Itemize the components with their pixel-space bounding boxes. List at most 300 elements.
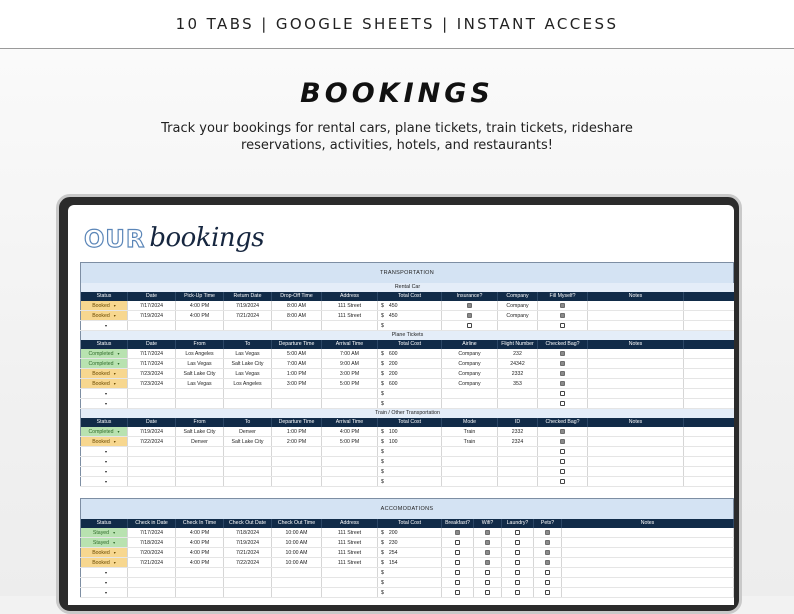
checkbox[interactable] [560,351,565,356]
checkbox-cell [442,301,498,310]
table-cell: Company [498,301,538,310]
column-header: Status [80,519,128,528]
chevron-down-icon: ▾ [104,391,107,396]
dollar-sign: $ [381,530,384,536]
cost-value: 200 [388,371,398,377]
table-cell: Company [442,349,498,358]
table-cell: 5:00 AM [272,349,322,358]
checkbox-cell [538,389,588,398]
table-cell: Las Vegas [224,369,272,378]
cost-value: 154 [388,560,398,566]
checkbox[interactable] [560,361,565,366]
table-cell: 7/22/2024 [224,558,272,567]
checkbox-cell [538,477,588,486]
checkbox[interactable] [515,590,520,595]
chevron-down-icon: ▾ [117,429,120,434]
column-header: Breakfast? [442,519,474,528]
status-label: Completed [88,351,114,357]
table-cell: Denver [224,427,272,436]
status-dropdown[interactable] [80,389,128,398]
table-cell: 7/21/2024 [128,558,176,567]
checkbox[interactable] [515,570,520,575]
table-cell [128,457,176,466]
status-dropdown[interactable] [80,568,128,577]
chevron-down-icon: ▾ [104,323,107,328]
table-cell: Los Angeles [224,379,272,388]
table-cell: 2324 [498,437,538,446]
column-header: Date [128,418,176,427]
cost-value: 450 [388,313,398,319]
table-cell [588,399,684,408]
status-label: Booked [92,439,110,445]
cost-value: 200 [388,530,398,536]
chevron-down-icon: ▾ [113,371,116,376]
checkbox[interactable] [455,540,460,545]
checkbox[interactable] [545,540,550,545]
table-cell [224,477,272,486]
status-badge [81,447,127,456]
section-title: ACCOMODATIONS [80,498,734,519]
checkbox-cell [442,558,474,567]
table-cell [378,568,442,577]
checkbox[interactable] [455,570,460,575]
column-header: From [176,340,224,349]
checkbox[interactable] [560,323,565,328]
table-cell [378,369,442,378]
column-header: Notes [588,418,684,427]
checkbox[interactable] [545,570,550,575]
dollar-sign: $ [381,590,384,596]
checkbox[interactable] [467,323,472,328]
column-header: Laundry? [502,519,534,528]
checkbox[interactable] [485,560,490,565]
table-cell: 10:00 AM [272,528,322,537]
column-header: To [224,418,272,427]
table-cell [498,477,538,486]
checkbox[interactable] [560,313,565,318]
checkbox[interactable] [485,540,490,545]
status-dropdown[interactable] [80,477,128,486]
table-cell [588,467,684,476]
checkbox[interactable] [545,550,550,555]
status-dropdown[interactable] [80,427,128,436]
checkbox[interactable] [455,550,460,555]
checkbox[interactable] [560,479,565,484]
table-cell [588,321,684,330]
table-cell: Company [442,369,498,378]
table-cell: 10:00 AM [272,548,322,557]
table-cell: 353 [498,379,538,388]
status-badge [81,359,127,368]
table-cell: Las Vegas [176,379,224,388]
table-cell: 2332 [498,369,538,378]
checkbox-cell [474,538,502,547]
table-cell [176,477,224,486]
table-cell: Salt Lake City [176,369,224,378]
checkbox[interactable] [515,540,520,545]
cost-value: 600 [388,351,398,357]
table-cell [224,457,272,466]
status-dropdown[interactable] [80,437,128,446]
table-cell [378,321,442,330]
table-cell [588,349,684,358]
status-badge [81,538,127,547]
status-label: Completed [88,429,114,435]
status-badge [81,528,127,537]
table-cell [442,447,498,456]
dollar-sign: $ [381,570,384,576]
column-header: Checked Bag? [538,340,588,349]
checkbox[interactable] [485,570,490,575]
table-cell [378,427,442,436]
dollar-sign: $ [381,550,384,556]
status-badge [81,568,127,577]
checkbox[interactable] [467,303,472,308]
table-cell: Los Angeles [176,349,224,358]
table-cell [272,447,322,456]
column-header: Notes [588,292,684,301]
checkbox-cell [534,578,562,587]
column-header: Drop-Off Time [272,292,322,301]
column-header: Pick-Up Time [176,292,224,301]
table-row [80,311,734,321]
table-cell: 7/17/2024 [128,528,176,537]
checkbox-cell [538,349,588,358]
column-header: Check In Time [176,519,224,528]
table-cell [176,447,224,456]
column-header: Address [322,519,378,528]
chevron-down-icon: ▾ [104,469,107,474]
status-dropdown[interactable] [80,311,128,320]
table-cell: 1:00 PM [272,427,322,436]
chevron-down-icon: ▾ [104,570,107,575]
table-row [80,477,734,487]
checkbox-cell [538,379,588,388]
table-cell [176,321,224,330]
table-cell [128,447,176,456]
cost-value: 200 [388,361,398,367]
checkbox-cell [538,359,588,368]
checkbox-cell [538,399,588,408]
checkbox-cell [534,568,562,577]
table-row [80,578,734,588]
column-header: Insurance? [442,292,498,301]
table-cell [498,399,538,408]
table-cell: 7/21/2024 [224,548,272,557]
checkbox[interactable] [560,391,565,396]
chevron-down-icon: ▾ [113,550,116,555]
status-label: Booked [92,371,110,377]
table-cell [442,399,498,408]
dollar-sign: $ [381,351,384,357]
chevron-down-icon: ▾ [104,580,107,585]
checkbox-cell [538,467,588,476]
status-badge [81,558,127,567]
column-header: From [176,418,224,427]
top-banner-text: 10 TABS | GOOGLE SHEETS | INSTANT ACCESS [175,15,619,33]
checkbox-cell [534,558,562,567]
status-label: Booked [92,381,110,387]
chevron-down-icon: ▾ [113,530,116,535]
checkbox[interactable] [515,560,520,565]
table-cell: 111 Street [322,548,378,557]
column-header: Address [322,292,378,301]
table-row [80,437,734,447]
checkbox[interactable] [560,439,565,444]
table-cell: 7/19/2024 [128,427,176,436]
table-cell [498,321,538,330]
table-row [80,548,734,558]
status-badge [81,427,127,436]
table-cell [588,427,684,436]
checkbox[interactable] [515,580,520,585]
status-badge [81,379,127,388]
dollar-sign: $ [381,459,384,465]
table-cell [588,359,684,368]
table-cell [128,568,176,577]
subsection-title: Rental Car [80,283,734,292]
checkbox[interactable] [515,530,520,535]
cost-value: 450 [388,303,398,309]
table-cell: Salt Lake City [176,427,224,436]
checkbox[interactable] [560,459,565,464]
table-cell [224,321,272,330]
dollar-sign: $ [381,540,384,546]
checkbox[interactable] [485,550,490,555]
checkbox-cell [474,568,502,577]
column-header: Company [498,292,538,301]
checkbox-cell [538,447,588,456]
table-cell: 4:00 PM [176,301,224,310]
table-cell [378,477,442,486]
table-cell: 4:00 PM [176,538,224,547]
chevron-down-icon: ▾ [104,479,107,484]
table-cell [378,389,442,398]
chevron-down-icon: ▾ [113,560,116,565]
table-cell [128,399,176,408]
table-cell [224,389,272,398]
status-dropdown[interactable] [80,538,128,547]
table-cell: 7:00 AM [322,349,378,358]
table-cell: 7/20/2024 [128,548,176,557]
table-cell [378,528,442,537]
bookings-sheet [80,262,734,598]
checkbox[interactable] [545,530,550,535]
table-cell: 111 Street [322,538,378,547]
table-cell [498,447,538,456]
table-cell: 7/21/2024 [224,311,272,320]
checkbox[interactable] [560,449,565,454]
table-cell: Train [442,437,498,446]
status-dropdown[interactable] [80,578,128,587]
table-row [80,588,734,598]
table-cell [378,437,442,446]
table-cell [378,311,442,320]
dollar-sign: $ [381,391,384,397]
status-dropdown[interactable] [80,447,128,456]
dollar-sign: $ [381,313,384,319]
status-badge [81,437,127,446]
chevron-down-icon: ▾ [104,459,107,464]
table-header-row [80,418,734,427]
table-cell: 5:00 PM [322,379,378,388]
status-dropdown[interactable] [80,321,128,330]
table-cell [224,578,272,587]
table-cell [176,389,224,398]
table-cell [588,477,684,486]
table-cell [176,578,224,587]
table-cell: 111 Street [322,301,378,310]
table-cell: 24342 [498,359,538,368]
checkbox[interactable] [485,590,490,595]
table-cell: 7/22/2024 [128,437,176,446]
status-label: Booked [92,303,110,309]
table-cell: 232 [498,349,538,358]
cost-value: 230 [388,540,398,546]
table-cell: 4:00 PM [176,311,224,320]
column-header: Arrival Time [322,340,378,349]
table-cell: 7/19/2024 [224,538,272,547]
table-header-row [80,292,734,301]
table-cell: 3:00 PM [272,379,322,388]
column-header: Total Cost [378,340,442,349]
checkbox[interactable] [560,371,565,376]
chevron-down-icon: ▾ [113,303,116,308]
cost-value: 254 [388,550,398,556]
status-badge [81,399,127,408]
checkbox[interactable] [545,590,550,595]
table-row [80,321,734,331]
checkbox-cell [538,369,588,378]
table-cell [378,447,442,456]
checkbox[interactable] [455,580,460,585]
status-dropdown[interactable] [80,349,128,358]
checkbox-cell [502,578,534,587]
table-row [80,389,734,399]
status-dropdown[interactable] [80,457,128,466]
checkbox[interactable] [545,580,550,585]
checkbox[interactable] [455,560,460,565]
checkbox[interactable] [515,550,520,555]
table-cell: 7:00 AM [272,359,322,368]
status-dropdown[interactable] [80,399,128,408]
column-header: Wifi? [474,519,502,528]
table-cell [442,477,498,486]
table-cell: Salt Lake City [224,437,272,446]
chevron-down-icon: ▾ [104,590,107,595]
status-dropdown[interactable] [80,528,128,537]
status-dropdown[interactable] [80,558,128,567]
column-header: Total Cost [378,519,442,528]
column-header: Date [128,292,176,301]
checkbox[interactable] [467,313,472,318]
table-row [80,528,734,538]
checkbox[interactable] [560,469,565,474]
table-cell: Las Vegas [176,359,224,368]
checkbox[interactable] [545,560,550,565]
table-cell [442,467,498,476]
table-cell [322,467,378,476]
table-cell [272,321,322,330]
dollar-sign: $ [381,479,384,485]
table-row [80,379,734,389]
checkbox[interactable] [455,530,460,535]
dollar-sign: $ [381,469,384,475]
table-cell: 3:00 PM [322,369,378,378]
dollar-sign: $ [381,580,384,586]
subsection-title: Train / Other Transportation [80,409,734,418]
dollar-sign: $ [381,439,384,445]
status-dropdown[interactable] [80,379,128,388]
status-badge [81,457,127,466]
table-cell: Las Vegas [224,349,272,358]
table-cell [378,558,442,567]
column-header: Total Cost [378,292,442,301]
table-cell [224,467,272,476]
table-cell [588,369,684,378]
table-cell [224,399,272,408]
status-dropdown[interactable] [80,369,128,378]
checkbox-cell [442,578,474,587]
checkbox-cell [502,548,534,557]
table-cell [176,467,224,476]
status-dropdown[interactable] [80,301,128,310]
table-cell [224,447,272,456]
table-cell: Company [442,379,498,388]
column-header: Mode [442,418,498,427]
checkbox[interactable] [560,401,565,406]
table-cell: 10:00 AM [272,558,322,567]
cost-value: 100 [388,439,398,445]
table-cell [378,578,442,587]
table-cell: 7/17/2024 [128,349,176,358]
status-label: Booked [92,313,110,319]
checkbox[interactable] [485,580,490,585]
table-cell: 8:00 AM [272,311,322,320]
table-cell [272,467,322,476]
status-dropdown[interactable] [80,548,128,557]
status-badge [81,389,127,398]
status-dropdown[interactable] [80,359,128,368]
chevron-down-icon: ▾ [104,401,107,406]
checkbox[interactable] [560,381,565,386]
dollar-sign: $ [381,303,384,309]
checkbox[interactable] [560,303,565,308]
table-cell [322,477,378,486]
column-header: Notes [562,519,734,528]
table-cell [378,467,442,476]
table-cell: Train [442,427,498,436]
column-header: Checked Bag? [538,418,588,427]
table-cell: 1:00 PM [272,369,322,378]
table-cell [588,389,684,398]
checkbox-cell [538,427,588,436]
checkbox[interactable] [455,590,460,595]
table-cell [378,548,442,557]
table-cell [588,301,684,310]
checkbox[interactable] [560,429,565,434]
status-dropdown[interactable] [80,467,128,476]
checkbox-cell [442,321,498,330]
checkbox[interactable] [485,530,490,535]
status-badge [81,548,127,557]
status-label: Booked [92,560,110,566]
status-label: Stayed [92,540,110,546]
dollar-sign: $ [381,401,384,407]
checkbox-cell [538,321,588,330]
checkbox-cell [502,558,534,567]
table-row [80,538,734,548]
